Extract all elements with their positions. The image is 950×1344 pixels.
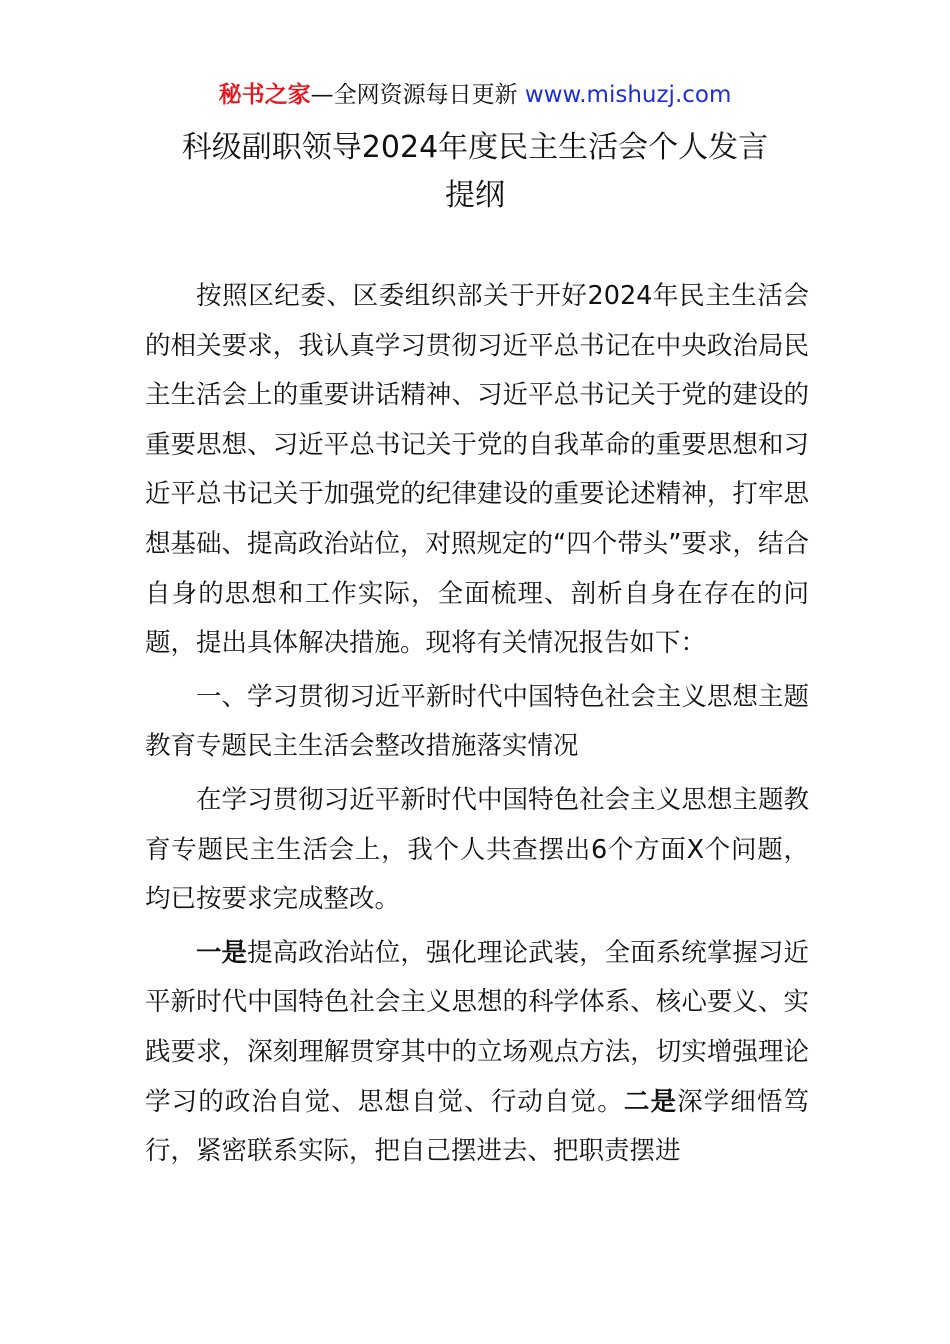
intro-paragraph: 按照区纪委、区委组织部关于开好2024年民主生活会的相关要求，我认真学习贯彻习近平总书记在中央政治局民主生活会上的重要讲话精神、习近平总书记关于党的建设的重要思想、习近平总书记关于党的自我革命的重要思想和习近平总书记关于加强党的纪律建设的重要论述精神，打牢思想基础、提高政治站位，对照规定的“四个带头”要求，结合自身的思想和工作实际，全面梳理、剖析自身在存在的问题，提出具体解决措施。现将有关情况报告如下：	[145, 281, 809, 659]
site-url[interactable]: www.mishuzj.com	[524, 82, 732, 108]
section-1-heading: 一、学习贯彻习近平新时代中国特色社会主义思想主题教育专题民主生活会整改措施落实情况	[145, 681, 809, 762]
section-1-paragraph: 在学习贯彻习近平新时代中国特色社会主义思想主题教育专题民主生活会上，我个人共查摆出6个方面X个问题，均已按要求完成整改。	[145, 784, 809, 915]
title-line-1: 科级副职领导2024年度民主生活会个人发言	[181, 130, 769, 165]
point-1-text: 提高政治站位，强化理论武装，全面系统掌握习近平新时代中国特色社会主义思想的科学体系、核心要义、实践要求，深刻理解贯穿其中的立场观点方法，切实增强理论学习的政治自觉、思想自觉、行动自觉。	[145, 937, 809, 1117]
points-paragraph	[145, 929, 809, 1177]
header-tagline: —全网资源每日更新	[310, 82, 525, 108]
point-2-text: 深学细悟笃行，紧密联系实际，把自己摆进去、把职责摆进	[145, 1086, 809, 1167]
brand-name: 秘书之家	[218, 82, 311, 108]
document-body	[145, 272, 809, 1177]
title-line-2: 提纲	[445, 178, 505, 213]
site-header	[0, 78, 950, 112]
point-2-label: 二是	[623, 1086, 678, 1117]
point-1-label: 一是	[196, 937, 248, 968]
document-title	[100, 124, 850, 220]
